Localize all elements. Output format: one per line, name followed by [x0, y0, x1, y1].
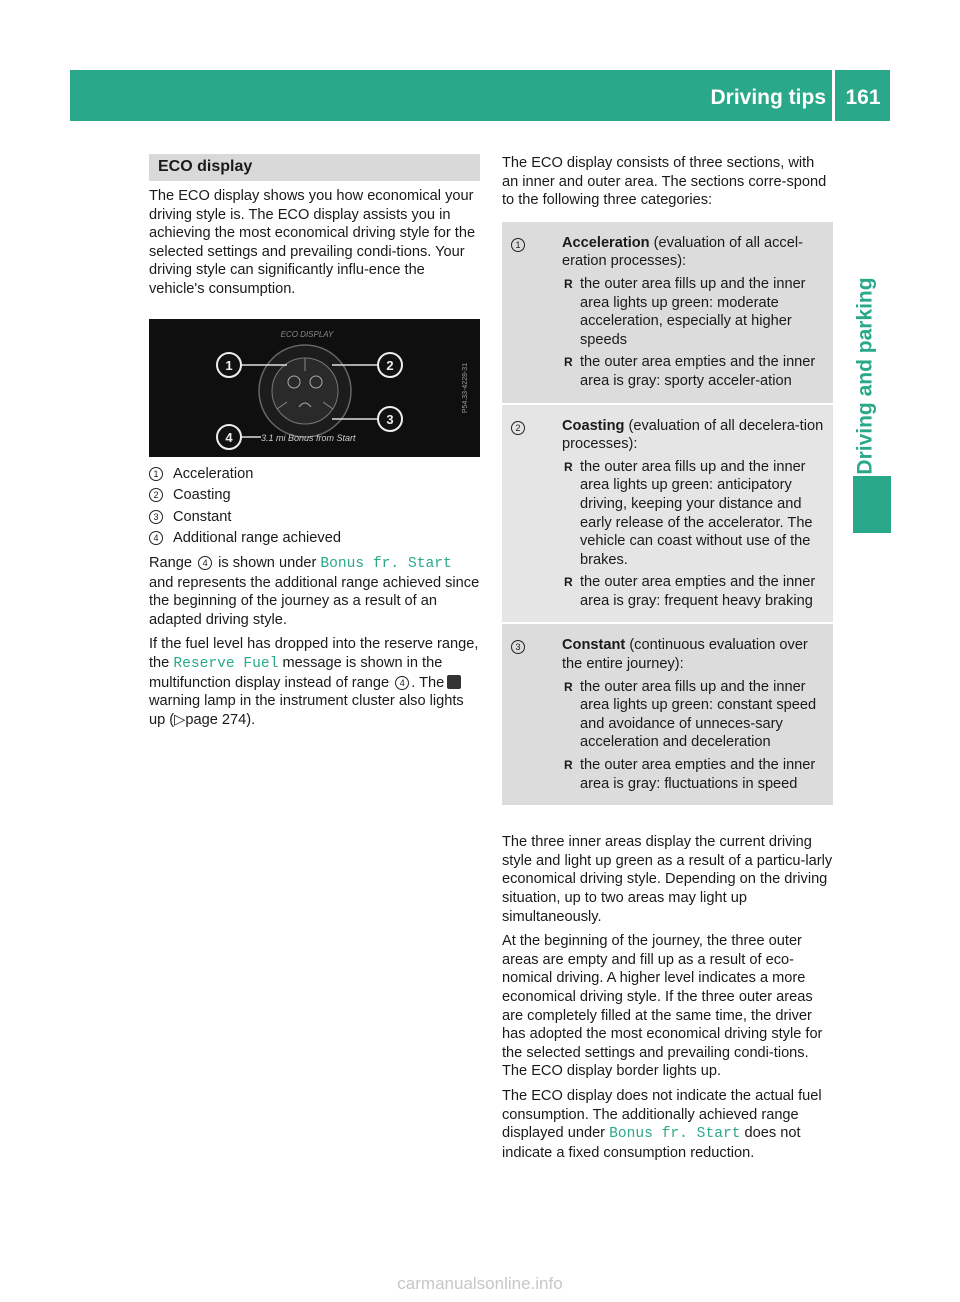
- page-ref-link[interactable]: page 274).: [185, 711, 256, 728]
- figure-title: ECO DISPLAY: [280, 329, 334, 339]
- page-number: 161: [845, 86, 881, 109]
- callout-4: [217, 425, 241, 449]
- eco-display-figure: [149, 319, 480, 457]
- consumption-paragraph: The ECO display does not indicate the actual fuel consumption. The additionally achieved range displayed under Bonus fr. Start does not indicate a fixed consumption reduction.: [502, 1087, 822, 1161]
- table-row: 2 Coasting (evaluation of all decelera-tion processes): R the outer area fills up and the inner area lights up green: anticipatory driving, keeping your distance and early release of the accelerator. The vehicle can coast without use of the brakes. R the outer area empties and the inner area is gray: frequent heavy braking: [502, 405, 833, 625]
- table-row: 3 Constant (continuous evaluation over the entire journey): R the outer area fills up and the inner area lights up green: constant speed and avoidance of unneces-sary acceleration and deceleration R the outer area empties and the inner area is gray: fluctuations in speed: [502, 624, 833, 807]
- svg-text:3: 3: [386, 411, 394, 427]
- callout-3: [378, 407, 402, 431]
- bullet-item: R the outer area empties and the inner area is gray: frequent heavy braking: [562, 573, 829, 610]
- right-column: [502, 154, 833, 1168]
- bullet-item: R the outer area fills up and the inner area lights up green: moderate acceleration, especially at higher speeds: [562, 275, 829, 349]
- page-ref-arrow-icon: ▷: [174, 711, 186, 728]
- fuel-pump-icon: [447, 675, 461, 689]
- svg-text:4: 4: [225, 429, 233, 445]
- side-tab: [846, 256, 886, 496]
- legend-item: 4 Additional range achieved: [149, 529, 480, 548]
- svg-text:2: 2: [386, 357, 394, 373]
- watermark: carmanualsonline.info: [397, 1274, 563, 1293]
- bullet-item: R the outer area empties and the inner area is gray: fluctuations in speed: [562, 756, 829, 793]
- eco-display-illustration: [149, 319, 480, 457]
- figure-bonus-text: 3.1 mi Bonus from Start: [261, 432, 356, 443]
- bonus-code: Bonus fr. Start: [320, 555, 452, 572]
- header-divider: [832, 70, 835, 121]
- right-intro: The ECO display consists of three sections, with an inner and outer area. The sections corre-spond to the following three categories:: [502, 155, 827, 209]
- reserve-code: Reserve Fuel: [173, 655, 279, 672]
- callout-2: [378, 353, 402, 377]
- bullet-item: R the outer area empties and the inner area is gray: sporty acceler-ation: [562, 353, 829, 390]
- range-paragraph: Range 4 is shown under Bonus fr. Start and represents the additional range achieved since the beginning of the journey as a result of an adapted driving style.: [149, 554, 480, 628]
- figure-code: P54.33-4228-31: [462, 362, 469, 413]
- section-heading: ECO display: [149, 154, 480, 181]
- bullet-item: R the outer area fills up and the inner area lights up green: constant speed and avoidance of unneces-sary acceleration and deceleration: [562, 678, 829, 752]
- outer-areas-paragraph: At the beginning of the journey, the three outer areas are empty and fill up as a result of eco-nomical driving. A higher level indicates a more economical driving style. If the three outer areas are completely filled at the same time, the driver has adopted the most economical driving style for the selected settings and prevailing condi-tions. The ECO display border lights up.: [502, 933, 823, 1080]
- legend-item: 1 Acceleration: [149, 465, 480, 484]
- inner-areas-paragraph: The three inner areas display the current driving style and light up green as a result of a particu-larly economical driving style. Depending on the driving situation, up to two areas may light up simultaneously.: [502, 834, 833, 925]
- category-table: [502, 222, 833, 807]
- callout-1: [217, 353, 241, 377]
- side-tab-marker: [853, 476, 891, 533]
- bonus-code: Bonus fr. Start: [609, 1126, 741, 1143]
- legend-item: 3 Constant: [149, 508, 480, 527]
- left-column: [149, 154, 480, 735]
- bullet-item: R the outer area fills up and the inner area lights up green: anticipatory driving, keeping your distance and early release of the accelerator. The vehicle can coast without use of the brakes.: [562, 458, 829, 570]
- side-tab-label: Driving and parking: [853, 277, 877, 475]
- reserve-paragraph: If the fuel level has dropped into the reserve range, the Reserve Fuel message is shown in the multifunction display instead of range 4 . Thewarning lamp in the instrument cluster also lights up (▷page 274).: [149, 636, 479, 728]
- table-row: 1 Acceleration (evaluation of all accel-eration processes): R the outer area fills up and the inner area lights up green: moderate acceleration, especially at higher speeds R the outer area empties and the inner area is gray: sporty acceler-ation: [502, 222, 833, 405]
- svg-text:1: 1: [225, 357, 233, 373]
- legend-item: 2 Coasting: [149, 486, 480, 505]
- intro-paragraph: The ECO display shows you how economical your driving style is. The ECO display assists you in achieving the most economical driving style for the selected settings and prevailing condi-tions. Your driving style can significantly influ-ence the vehicle's consumption.: [149, 188, 476, 297]
- section-title: Driving tips: [710, 86, 826, 109]
